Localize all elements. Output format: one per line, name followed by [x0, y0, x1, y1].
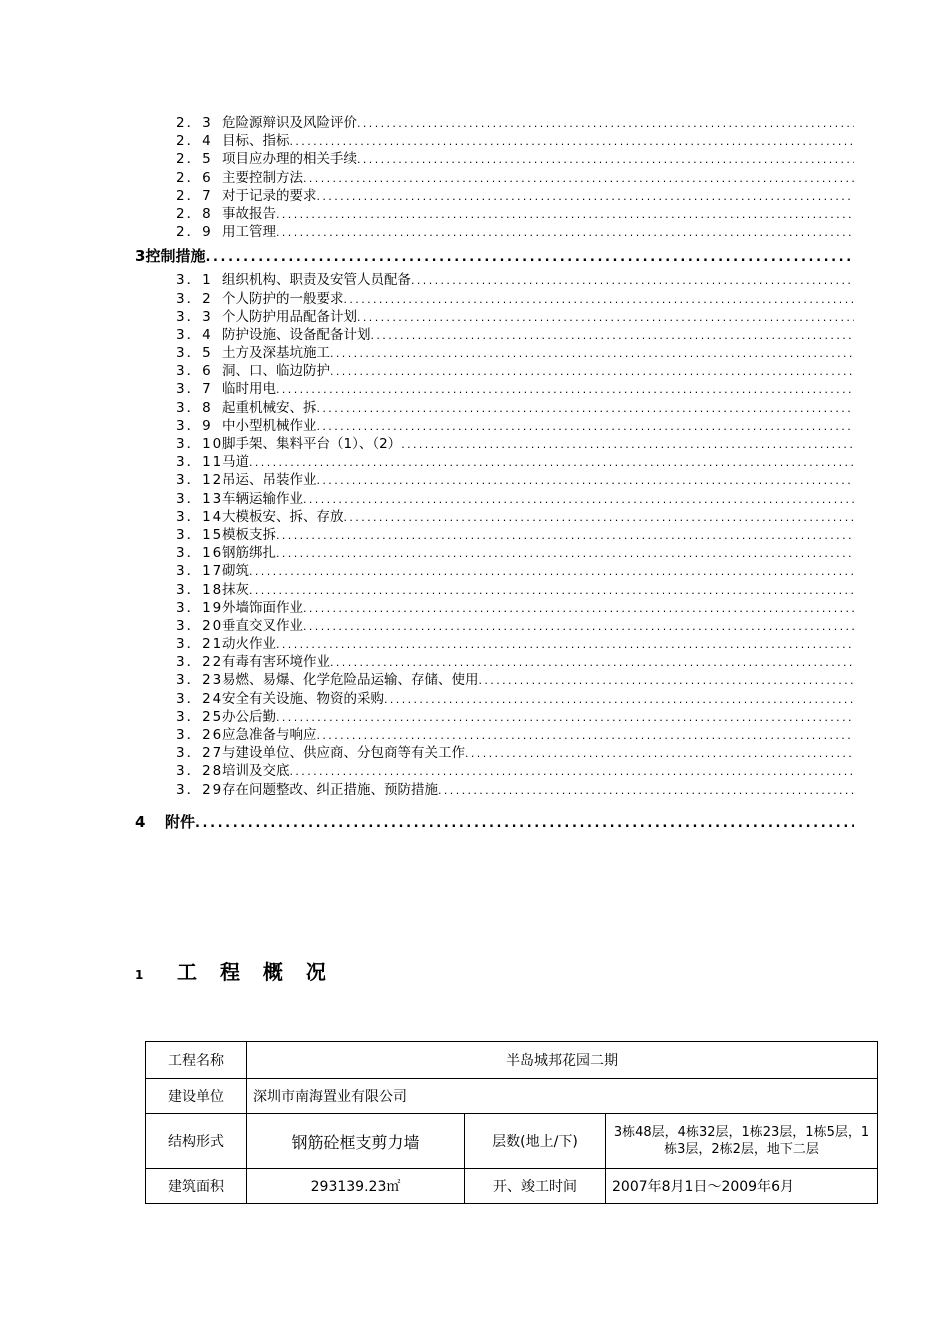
toc-leader-dots — [330, 345, 854, 363]
toc-item-number: 3．29 — [176, 781, 224, 798]
toc-item-label: 抹灰 — [222, 581, 249, 598]
toc-item[interactable] — [176, 508, 854, 526]
toc-leader-dots — [371, 327, 855, 345]
toc-item-number: 3．24 — [176, 690, 224, 707]
floors-label: 层数(地上/下) — [465, 1114, 606, 1169]
toc-leader-dots — [401, 436, 854, 454]
toc-leader-dots — [249, 454, 854, 472]
toc-item-label: 个人防护用品配备计划 — [222, 308, 357, 325]
toc-leader-dots — [303, 600, 854, 618]
toc-leader-dots — [205, 243, 854, 273]
toc-item[interactable] — [176, 762, 854, 780]
toc-item[interactable] — [176, 726, 854, 744]
area-value: 293139.23㎡ — [247, 1169, 465, 1204]
toc-leader-dots — [438, 782, 854, 800]
toc-item[interactable] — [176, 326, 854, 344]
toc-item[interactable] — [176, 471, 854, 489]
toc-item-number: 3．14 — [176, 508, 224, 525]
toc-item-label: 主要控制方法 — [222, 169, 303, 186]
toc-leader-dots — [330, 654, 854, 672]
toc-item-label: 马道 — [222, 454, 249, 471]
toc-item[interactable] — [176, 490, 854, 508]
toc-leader-dots — [303, 170, 854, 188]
toc-item[interactable] — [176, 290, 854, 308]
toc-item[interactable] — [176, 362, 854, 380]
time-label: 开、竣工时间 — [465, 1169, 606, 1204]
toc-item-number: 2．3 — [176, 115, 213, 131]
toc-item-label: 易燃、易爆、化学危险品运输、存储、使用 — [222, 672, 479, 689]
toc-item-label: 外墙饰面作业 — [222, 599, 303, 616]
toc-item-number: 2．9 — [176, 224, 213, 241]
toc-item[interactable] — [176, 205, 854, 223]
toc-item-label: 安全有关设施、物资的采购 — [222, 690, 384, 707]
project-name-value: 半岛城邦花园二期 — [247, 1042, 878, 1079]
area-label: 建筑面积 — [146, 1169, 247, 1204]
toc-item-number: 3．1 — [176, 272, 213, 289]
toc-leader-dots — [357, 115, 854, 133]
toc-item-label: 事故报告 — [222, 205, 276, 222]
toc-leader-dots — [317, 418, 855, 436]
toc-item-number: 3．12 — [176, 472, 224, 489]
toc-item-number: 2．7 — [176, 187, 213, 204]
toc-item-label: 个人防护的一般要求 — [222, 290, 344, 307]
toc-item[interactable] — [176, 223, 854, 241]
toc-item-label: 办公后勤 — [222, 708, 276, 725]
toc-item-number: 3．13 — [176, 490, 224, 507]
toc-item-label: 防护设施、设备配备计划 — [222, 326, 371, 343]
toc-item-label: 有毒有害环境作业 — [222, 654, 330, 671]
toc-item-label: 动火作业 — [222, 636, 276, 653]
toc-item-number: 2．8 — [176, 205, 213, 222]
toc-item-label: 洞、口、临边防护 — [222, 363, 330, 380]
floors-value: 3栋48层，4栋32层，1栋23层，1栋5层，1栋3层，2栋2层，地下二层 — [606, 1114, 878, 1169]
structure-label: 结构形式 — [146, 1114, 247, 1169]
toc-item-number: 3．4 — [176, 326, 213, 343]
toc-item[interactable] — [176, 308, 854, 326]
toc-item[interactable] — [176, 744, 854, 762]
toc-item-label: 大模板安、拆、存放 — [222, 508, 344, 525]
table-row — [146, 1042, 878, 1079]
toc-section-number: 3 — [135, 247, 146, 266]
toc-leader-dots — [276, 224, 854, 242]
toc-leader-dots — [290, 133, 855, 151]
toc-leader-dots — [317, 727, 855, 745]
builder-label: 建设单位 — [146, 1079, 247, 1114]
toc-item-label: 土方及深基坑施工 — [222, 345, 330, 362]
toc-item-label: 项目应办理的相关手续 — [222, 151, 357, 168]
toc-leader-dots — [276, 545, 854, 563]
toc-leader-dots — [317, 188, 855, 206]
toc-item-label: 起重机械安、拆 — [222, 399, 317, 416]
toc-item-number: 3．7 — [176, 381, 213, 398]
toc-item-number: 3．11 — [176, 454, 224, 471]
toc-leader-dots — [276, 527, 854, 545]
toc-item-label: 模板支拆 — [222, 526, 276, 543]
toc-item-number: 3．21 — [176, 636, 224, 653]
toc-item-number: 2．6 — [176, 169, 213, 186]
toc-item-label: 中小型机械作业 — [222, 417, 317, 434]
toc-item-number: 3．5 — [176, 345, 213, 362]
toc-item-label: 存在问题整改、纠正措施、预防措施 — [222, 781, 438, 798]
toc-leader-dots — [303, 618, 854, 636]
toc-item[interactable] — [176, 599, 854, 617]
heading-title: 工 程 概 况 — [177, 960, 334, 984]
toc-item[interactable] — [176, 562, 854, 580]
toc-item-number: 3．23 — [176, 672, 224, 689]
toc-item-label: 与建设单位、供应商、分包商等有关工作 — [222, 745, 465, 762]
toc-leader-dots — [276, 709, 854, 727]
toc-item[interactable] — [176, 453, 854, 471]
toc-item[interactable] — [176, 380, 854, 398]
toc-leader-dots — [249, 582, 854, 600]
toc-item-number: 3．9 — [176, 417, 213, 434]
time-value: 2007年8月1日～2009年6月 — [606, 1169, 878, 1204]
toc-item-label: 脚手架、集料平台（1）、（2） — [222, 436, 402, 452]
toc-item-number: 3．10 — [176, 436, 224, 452]
toc-item[interactable] — [176, 544, 854, 562]
toc-item-number: 3．18 — [176, 581, 224, 598]
table-row — [146, 1114, 878, 1169]
toc-item[interactable] — [176, 114, 854, 132]
toc-item-label: 培训及交底 — [222, 763, 290, 780]
toc-item-label: 应急准备与响应 — [222, 727, 317, 743]
toc-item-label: 目标、指标 — [222, 133, 290, 150]
toc-item-number: 3．6 — [176, 363, 213, 380]
toc-item[interactable] — [176, 526, 854, 544]
table-of-contents — [0, 114, 950, 837]
toc-item-number: 3．19 — [176, 599, 224, 616]
project-info-table — [145, 1041, 878, 1204]
structure-value: 钢筋砼框支剪力墙 — [247, 1114, 465, 1169]
toc-item[interactable] — [176, 435, 854, 453]
toc-item[interactable] — [176, 708, 854, 726]
toc-item[interactable] — [176, 271, 854, 289]
toc-item[interactable] — [176, 132, 854, 150]
project-name-label: 工程名称 — [146, 1042, 247, 1079]
toc-item[interactable] — [176, 653, 854, 671]
toc-item-label: 用工管理 — [222, 224, 276, 241]
toc-item-number: 3．20 — [176, 617, 224, 634]
toc-item-label: 组织机构、职责及安管人员配备 — [222, 272, 411, 289]
toc-leader-dots — [276, 206, 854, 224]
toc-item[interactable] — [176, 150, 854, 168]
toc-item[interactable] — [176, 635, 854, 653]
toc-leader-dots — [317, 472, 855, 490]
toc-item[interactable] — [176, 417, 854, 435]
section-heading — [135, 956, 334, 985]
toc-leader-dots — [384, 691, 854, 709]
toc-item-label: 车辆运输作业 — [222, 490, 303, 507]
toc-item[interactable] — [176, 781, 854, 799]
toc-item-number: 3．26 — [176, 727, 224, 743]
toc-item-number: 3．8 — [176, 399, 213, 416]
toc-leader-dots — [276, 381, 854, 399]
toc-leader-dots — [357, 309, 854, 327]
toc-section-label: 控制措施 — [145, 247, 206, 266]
toc-leader-dots — [344, 509, 855, 527]
toc-item-number: 3．16 — [176, 545, 224, 562]
toc-item-number: 3．22 — [176, 654, 224, 671]
toc-item-number: 3．15 — [176, 526, 224, 543]
toc-item-label: 垂直交叉作业 — [222, 617, 303, 634]
toc-item[interactable] — [176, 671, 854, 689]
toc-item-number: 3．3 — [176, 308, 213, 325]
toc-item[interactable] — [176, 690, 854, 708]
toc-item-label: 砌筑 — [222, 563, 249, 580]
toc-leader-dots — [303, 491, 854, 509]
toc-section-4[interactable] — [135, 807, 854, 837]
toc-item-number: 3．27 — [176, 745, 224, 762]
toc-section-label: 附件 — [165, 812, 196, 831]
toc-leader-dots — [290, 763, 855, 781]
toc-item[interactable] — [176, 169, 854, 187]
toc-item[interactable] — [176, 344, 854, 362]
heading-number: 1 — [135, 968, 144, 982]
toc-leader-dots — [357, 151, 854, 169]
toc-leader-dots — [317, 400, 855, 418]
toc-item-label: 临时用电 — [222, 381, 276, 398]
toc-section-3[interactable] — [135, 241, 854, 271]
toc-leader-dots — [195, 809, 854, 839]
toc-item[interactable] — [176, 581, 854, 599]
toc-item-number: 2．5 — [176, 151, 213, 168]
table-row — [146, 1079, 878, 1114]
toc-item-number: 2．4 — [176, 133, 213, 150]
toc-item-label: 吊运、吊装作业 — [222, 472, 317, 489]
toc-section-number: 4 — [135, 812, 146, 831]
toc-leader-dots — [411, 272, 854, 290]
toc-leader-dots — [344, 291, 855, 309]
toc-item-number: 3．2 — [176, 290, 213, 307]
toc-item[interactable] — [176, 187, 854, 205]
toc-leader-dots — [465, 745, 854, 763]
table-row — [146, 1169, 878, 1204]
toc-item[interactable] — [176, 617, 854, 635]
toc-leader-dots — [276, 636, 854, 654]
toc-leader-dots — [249, 563, 854, 581]
toc-item-number: 3．28 — [176, 763, 224, 780]
toc-item-label: 钢筋绑扎 — [222, 545, 276, 562]
toc-leader-dots — [330, 363, 854, 381]
toc-item-number: 3．25 — [176, 708, 224, 725]
toc-item-number: 3．17 — [176, 563, 224, 580]
toc-item-label: 危险源辩识及风险评价 — [222, 115, 357, 131]
toc-item[interactable] — [176, 399, 854, 417]
toc-item-label: 对于记录的要求 — [222, 187, 317, 204]
builder-value: 深圳市南海置业有限公司 — [247, 1079, 878, 1114]
toc-leader-dots — [479, 672, 855, 690]
